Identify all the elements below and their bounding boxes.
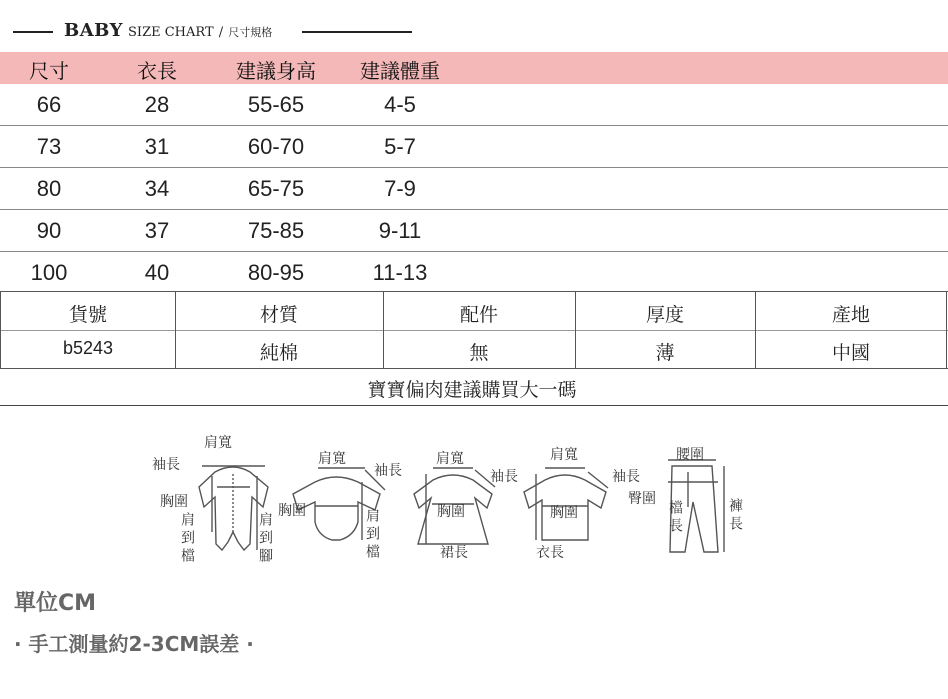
table-row	[0, 168, 948, 210]
pants-crotch-label: 檔長	[667, 500, 683, 536]
info-header-accessory: 配件	[459, 305, 499, 326]
info-border-mid	[0, 330, 948, 331]
romper-chest-label: 胸圍	[160, 494, 188, 510]
top-shoulder-label: 肩寬	[550, 447, 578, 463]
cell-height: 75-85	[247, 218, 305, 243]
info-col-line	[755, 291, 756, 369]
dress-shoulder-label: 肩寬	[436, 451, 464, 467]
chart-title	[0, 18, 948, 46]
cell-weight: 11-13	[372, 260, 428, 285]
title-rule-right	[302, 31, 412, 33]
size-table-header	[0, 52, 948, 84]
info-header-origin: 產地	[831, 305, 871, 326]
bodysuit-shoulder-crotch-label: 肩到檔	[364, 508, 380, 562]
cell-length: 31	[144, 134, 170, 159]
info-value-accessory: 無	[469, 343, 489, 364]
info-value-material: 純棉	[259, 343, 299, 364]
info-col-line	[946, 291, 947, 369]
cell-weight: 4-5	[384, 92, 416, 117]
romper-shoulder-label: 肩寬	[204, 435, 232, 451]
info-col-line	[0, 291, 1, 369]
header-size: 尺寸	[29, 61, 69, 83]
cell-weight: 5-7	[384, 134, 416, 159]
info-col-line	[575, 291, 576, 369]
dress-length-label: 裙長	[440, 545, 468, 561]
romper-sleeve-label: 袖長	[152, 457, 180, 473]
table-row	[0, 210, 948, 252]
cell-height: 60-70	[247, 134, 305, 159]
pants-length-label: 褲長	[727, 498, 743, 534]
cell-size: 80	[36, 176, 62, 201]
table-row	[0, 84, 948, 126]
cell-length: 37	[144, 218, 170, 243]
bodysuit-chest-label: 胸圍	[278, 503, 306, 519]
cell-weight: 7-9	[384, 176, 416, 201]
info-header-thickness: 厚度	[645, 305, 685, 326]
title-subtitle: SIZE CHART	[128, 25, 214, 40]
cell-size: 90	[36, 218, 62, 243]
info-value-sku: b5243	[62, 338, 114, 358]
title-brand: BABY	[64, 20, 123, 41]
cell-size: 100	[30, 260, 68, 285]
info-value-thickness: 薄	[655, 343, 675, 364]
info-header-material: 材質	[259, 305, 299, 326]
pants-hip-label: 臀圍	[628, 491, 656, 507]
info-border-top	[0, 291, 948, 292]
cell-length: 28	[144, 92, 170, 117]
cell-size: 66	[36, 92, 62, 117]
measurement-diagram	[140, 432, 760, 577]
info-border-bottom	[0, 368, 948, 369]
title-text	[64, 20, 272, 41]
bodysuit-sleeve-label: 袖長	[374, 463, 402, 479]
cell-weight: 9-11	[378, 218, 422, 243]
table-row	[0, 252, 948, 291]
measurement-error-note: · 手工測量約2-3CM誤差 ·	[14, 632, 254, 656]
dress-chest-label: 胸圍	[437, 504, 465, 520]
unit-label: 單位CM	[14, 591, 97, 616]
bodysuit-shoulder-label: 肩寬	[318, 451, 346, 467]
cell-size: 73	[36, 134, 62, 159]
title-separator: /	[218, 25, 224, 40]
top-illustration	[524, 468, 608, 540]
sizing-note: 寶寶偏肉建議購買大一碼	[367, 380, 577, 401]
top-length-label: 衣長	[536, 545, 564, 561]
product-info-table	[0, 291, 948, 369]
header-height: 建議身高	[236, 61, 316, 83]
dress-sleeve-label: 袖長	[490, 469, 518, 485]
top-sleeve-label: 袖長	[612, 469, 640, 485]
cell-height: 65-75	[247, 176, 305, 201]
note-divider	[0, 405, 948, 406]
sizing-note-row	[0, 370, 948, 406]
top-chest-label: 胸圍	[550, 505, 578, 521]
cell-length: 40	[144, 260, 170, 285]
info-value-origin: 中國	[831, 343, 871, 364]
table-row	[0, 126, 948, 168]
pants-waist-label: 腰圍	[676, 447, 704, 463]
romper-shoulder-foot-label: 肩到腳	[257, 512, 273, 566]
header-length: 衣長	[137, 61, 177, 83]
info-col-line	[175, 291, 176, 369]
cell-height: 55-65	[247, 92, 305, 117]
cell-length: 34	[144, 176, 170, 201]
info-header-sku: 貨號	[68, 305, 108, 326]
info-col-line	[383, 291, 384, 369]
romper-shoulder-crotch-label: 肩到檔	[179, 512, 195, 566]
title-rule-left	[13, 31, 53, 33]
header-weight: 建議體重	[360, 61, 440, 83]
title-zh: 尺寸規格	[228, 26, 273, 39]
cell-height: 80-95	[247, 260, 305, 285]
